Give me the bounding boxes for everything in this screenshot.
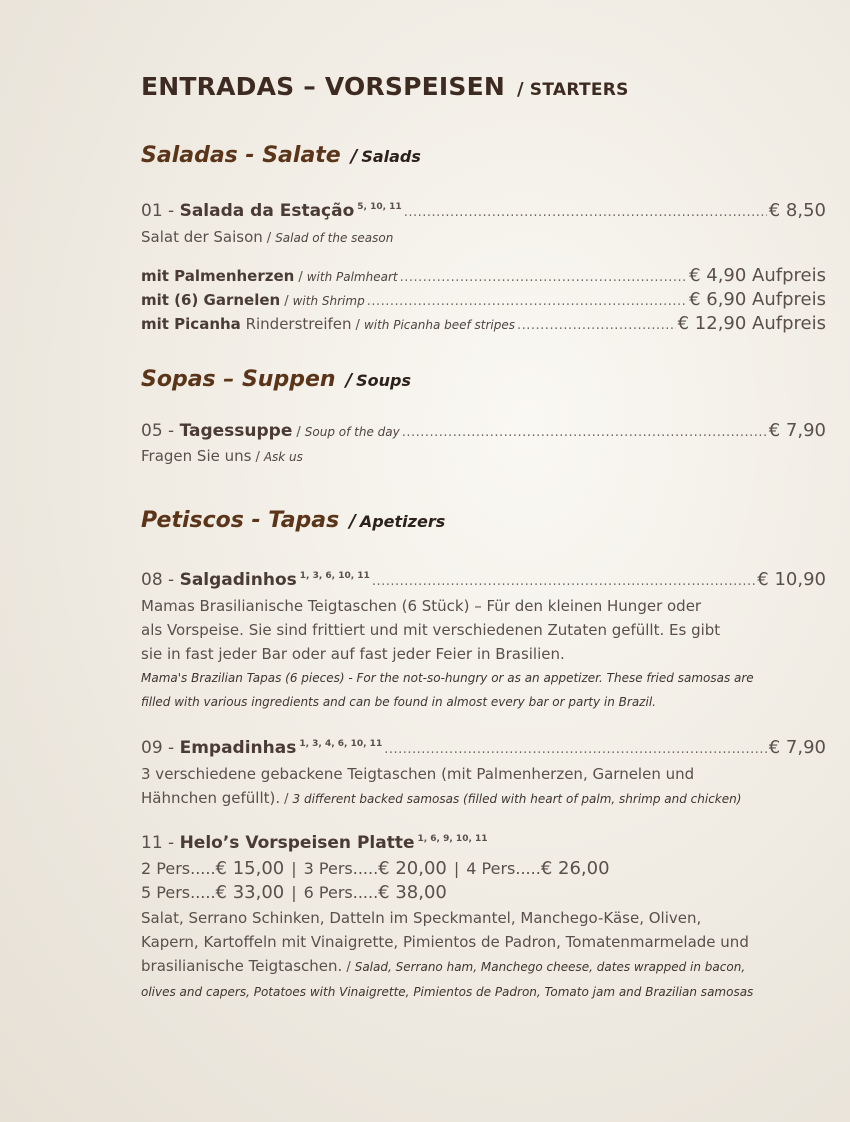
section-title-text: Petiscos - Tapas [141,508,340,533]
section-title-text: Sopas – Suppen [141,367,336,392]
desc-de-line: Kapern, Kartoffeln mit Vinaigrette, Pimientos de Padron, Tomatenmarmelade und [141,933,749,951]
desc-de-line: brasilianische Teigtaschen. [141,957,343,975]
desc-en-line: filled with various ingredients and can be found in almost every bar or party in Brazil. [141,695,656,709]
section-title-apetizers [141,508,445,533]
section-title-salads [141,143,421,168]
allergen-codes: 5, 10, 11 [357,202,402,212]
desc-en-line: Mama's Brazilian Tapas (6 pieces) - For the not-so-hungry or as an appetizer. These fried samosas are [141,671,754,685]
desc-en: Salad, Serrano ham, Manchego cheese, dates wrapped in bacon, [354,960,746,974]
item-name: Salada da Estação [179,201,355,221]
desc-de-line: Mamas Brasilianische Teigtaschen (6 Stück) – Für den kleinen Hunger oder [141,597,702,615]
portion-label: 2 Pers..... [141,859,216,878]
desc-de: Salat der Saison [141,228,263,246]
section-subtitle: Salads [361,147,421,166]
item-description [141,228,393,246]
extra-en: with Picanha beef stripes [363,318,516,332]
item-name: Empadinhas [179,738,297,758]
item-number: 11 - [141,833,175,853]
portion-separator: | [453,859,460,878]
item-description [141,594,826,714]
desc-de-line: als Vorspeise. Sie sind frittiert und mit verschiedenen Zutaten gefüllt. Es gibt [141,621,721,639]
dot-leader [517,318,676,333]
portion-price: € 20,00 [378,858,447,879]
extra-name-normal: Rinderstreifen [245,315,352,333]
section-slash: / [345,370,353,391]
desc-en: Salad of the season [275,231,394,245]
item-description [141,762,826,812]
allergen-codes: 1, 3, 6, 10, 11 [299,571,370,581]
section-subtitle: Soups [356,371,412,390]
extra-row: mit Palmenherzen / with Palmheart ..... € 4,90 Aufpreis [141,265,826,286]
allergen-codes: 1, 6, 9, 10, 11 [417,834,488,844]
item-price: € 7,90 [768,737,826,758]
item-price: € 10,90 [757,569,826,590]
extra-name: mit (6) Garnelen [141,291,281,309]
section-title-soups [141,367,411,392]
section-title-text: Saladas - Salate [141,143,341,168]
menu-item-05: 05 - Tagessuppe / Soup of the day ..... € 7,90 [141,420,826,441]
portion-label: 6 Pers..... [303,883,379,902]
desc-slash: / [284,792,289,807]
item-description [141,906,826,1004]
desc-en: Ask us [263,450,303,464]
item-number: 01 - [141,201,175,221]
desc-de: Fragen Sie uns [141,447,252,465]
item-description [141,447,303,465]
portion-price: € 33,00 [215,882,285,903]
menu-item-09 [141,737,826,758]
title-slash: / [517,79,524,100]
item-number: 05 - [141,421,175,441]
desc-de-line: 3 verschiedene gebackene Teigtaschen (mit Palmenherzen, Garnelen und [141,765,695,783]
item-number: 08 - [141,570,175,590]
allergen-codes: 1, 3, 4, 6, 10, 11 [299,739,383,749]
item-number: 09 - [141,738,175,758]
portion-separator: | [291,859,297,878]
dot-leader [367,294,687,309]
desc-de-line: sie in fast jeder Bar oder auf fast jeder Feier in Brasilien. [141,645,565,663]
title-main: ENTRADAS – VORSPEISEN [141,72,505,101]
extra-en: with Palmheart [306,270,398,284]
item-name: Helo’s Vorspeisen Platte [179,833,415,853]
section-slash: / [349,511,356,532]
desc-slash: / [266,231,272,246]
menu-item-11 [141,833,488,853]
desc-en-line: olives and capers, Potatoes with Vinaigrette, Pimientos de Padron, Tomato jam and Brazilian samosas [141,985,754,999]
extra-price: € 12,90 Aufpreis [677,313,826,334]
portion-prices-row [141,858,610,879]
extra-name: mit Picanha [141,315,241,333]
section-slash: / [350,146,358,167]
portion-price: € 15,00 [215,858,285,879]
desc-slash: / [255,450,260,465]
dot-leader [400,270,687,285]
portion-label: 5 Pers..... [141,883,216,902]
extra-row: mit (6) Garnelen / with Shrimp ..... € 6,90 Aufpreis [141,289,826,310]
item-price: € 8,50 [768,200,826,221]
dot-leader [402,425,767,440]
desc-en: 3 different backed samosas (filled with heart of palm, shrimp and chicken) [292,792,742,806]
extra-row: mit Picanha Rinderstreifen / with Picanha beef stripes ..... € 12,90 Aufpreis [141,313,826,334]
item-name: Tagessuppe [179,421,293,441]
dot-leader [372,574,755,589]
portion-label: 4 Pers..... [466,859,541,878]
desc-de-line: Salat, Serrano Schinken, Datteln im Speckmantel, Manchego-Käse, Oliven, [141,909,702,927]
page-title [141,72,629,101]
extra-name: mit Palmenherzen [141,267,295,285]
item-price: € 7,90 [768,420,826,441]
extra-en: with Shrimp [292,294,365,308]
section-subtitle: Apetizers [359,512,446,531]
portion-prices-row [141,882,447,903]
portion-price: € 38,00 [378,882,447,903]
dot-leader [404,205,767,220]
title-subtitle: STARTERS [529,80,629,100]
portion-label: 3 Pers..... [303,859,379,878]
portion-price: € 26,00 [540,858,610,879]
item-name: Salgadinhos [179,570,297,590]
dot-leader [384,742,767,757]
menu-item-01 [141,200,826,221]
item-name-en: Soup of the day [304,425,400,439]
desc-de-line: Hähnchen gefüllt). [141,789,281,807]
extra-price: € 6,90 Aufpreis [689,289,826,310]
extra-price: € 4,90 Aufpreis [689,265,826,286]
menu-item-08 [141,569,826,590]
desc-slash: / [346,960,351,975]
portion-separator: | [291,883,297,902]
